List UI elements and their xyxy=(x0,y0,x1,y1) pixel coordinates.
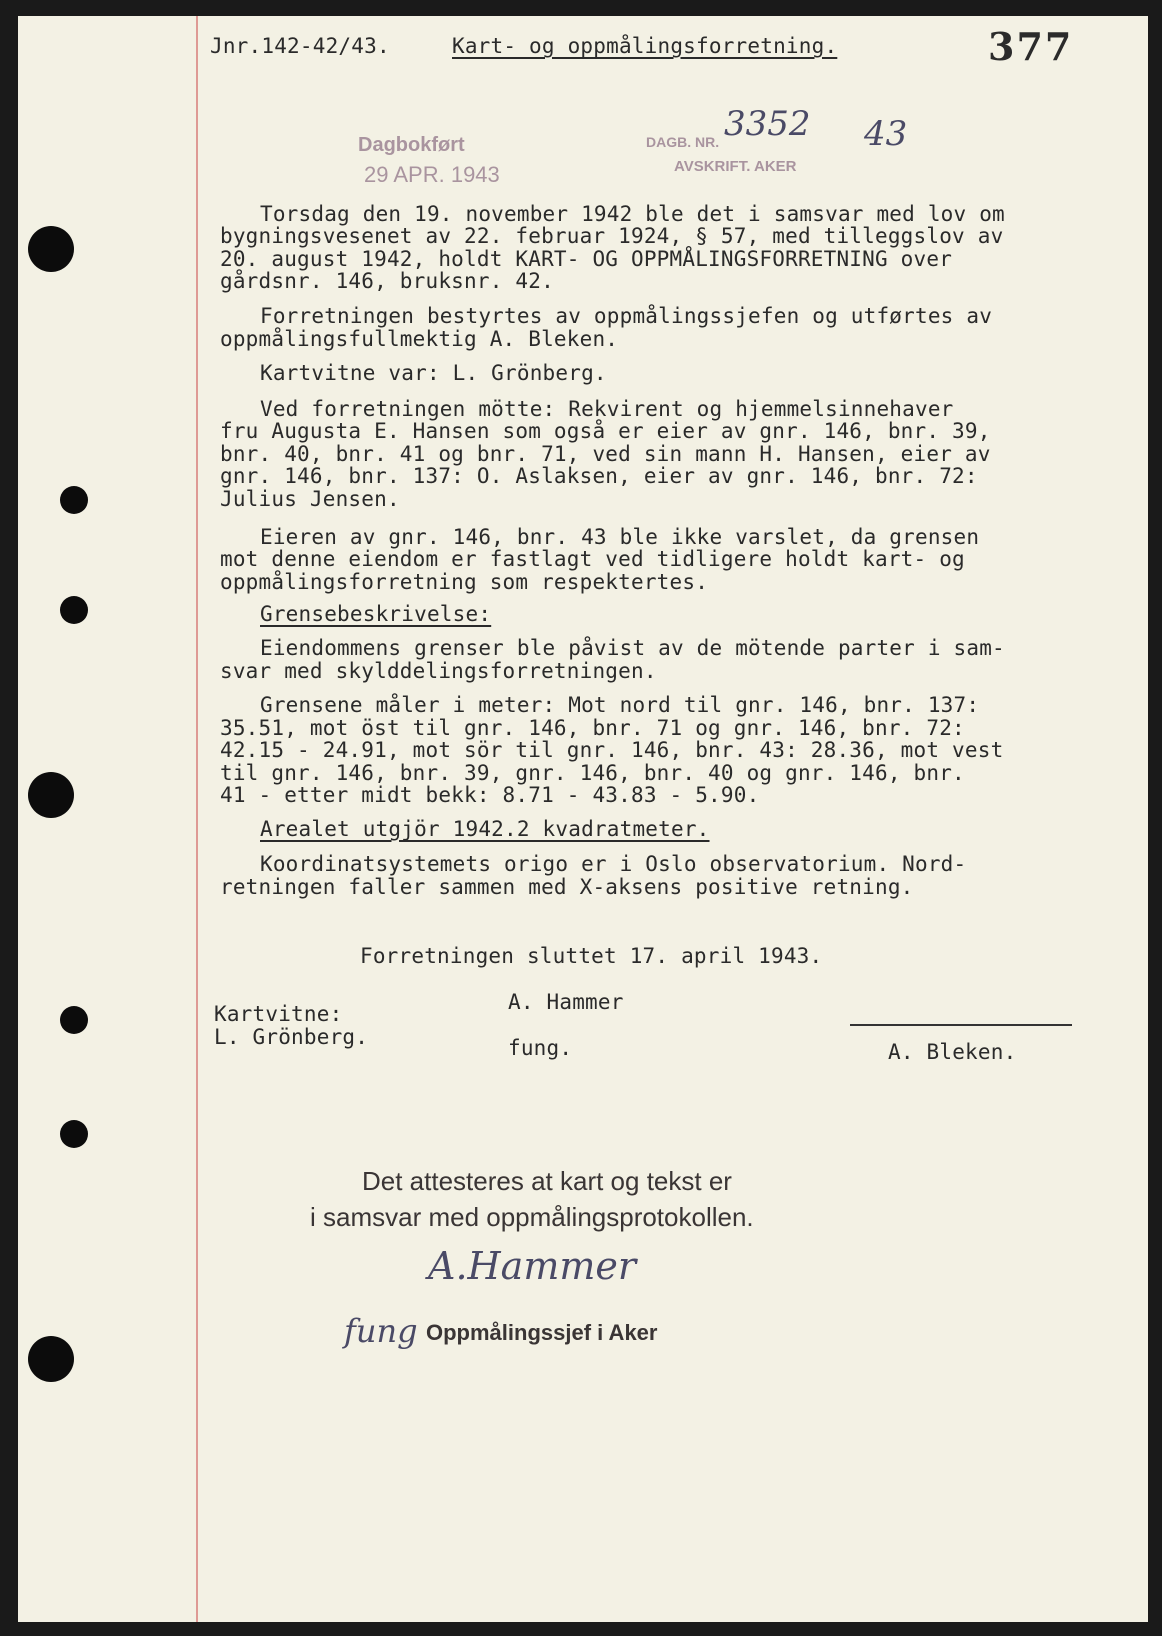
attestation-line-2: i samsvar med oppmålingsprotokollen. xyxy=(310,1202,754,1232)
body-line: svar med skylddelingsforretningen. xyxy=(220,659,657,683)
page-number: 377 xyxy=(988,24,1074,69)
dagb-number-hand: 3352 xyxy=(724,104,811,144)
body-line: Ved forretningen mötte: Rekvirent og hjemmelsinnehaver xyxy=(260,397,954,421)
body-line: 20. august 1942, holdt KART- OG OPPMÅLINGSFORRETNING over xyxy=(220,247,953,271)
body-line: 35.51, mot öst til gnr. 146, bnr. 71 og gnr. 146, bnr. 72: xyxy=(220,716,965,740)
attestation-role-hand: fung xyxy=(344,1312,418,1350)
binder-hole xyxy=(28,1336,74,1382)
body-line: Eiendommens grenser ble påvist av de mötende parter i sam- xyxy=(260,636,1005,660)
body-line: retningen faller sammen med X-aksens positive retning. xyxy=(220,875,914,899)
body-line: Forretningen bestyrtes av oppmålingssjefen og utførtes av xyxy=(260,304,993,328)
body-line: bnr. 40, bnr. 41 og bnr. 71, ved sin mann H. Hansen, eier av xyxy=(220,442,991,466)
binder-hole xyxy=(28,772,74,818)
body-line: Grensene måler i meter: Mot nord til gnr. 146, bnr. 137: xyxy=(260,693,980,717)
binder-hole xyxy=(60,486,88,514)
body-line: oppmålingsfullmektig A. Bleken. xyxy=(220,327,619,351)
dagbokfort-stamp: Dagbokført xyxy=(358,134,465,156)
body-line: 42.15 - 24.91, mot sör til gnr. 146, bnr. 43: 28.36, mot vest xyxy=(220,738,1004,762)
area-line: Arealet utgjör 1942.2 kvadratmeter. xyxy=(260,817,710,841)
body-line: gnr. 146, bnr. 137: O. Aslaksen, eier av gnr. 146, bnr. 72: xyxy=(220,464,978,488)
margin-line xyxy=(196,16,198,1622)
avskrift-stamp: AVSKRIFT. AKER xyxy=(674,158,797,175)
body-line: mot denne eiendom er fastlagt ved tidligere holdt kart- og xyxy=(220,547,965,571)
body-line: oppmålingsforretning som respektertes. xyxy=(220,570,709,594)
dagb-label-stamp: DAGB. NR. xyxy=(646,134,720,150)
binder-hole xyxy=(60,1006,88,1034)
signer-role: fung. xyxy=(508,1036,573,1060)
body-line: fru Augusta E. Hansen som også er eier av gnr. 146, bnr. 39, xyxy=(220,419,991,443)
body-line: Kartvitne var: L. Grönberg. xyxy=(260,361,607,385)
attestation-line-1: Det attesteres at kart og tekst er xyxy=(362,1166,732,1196)
body-line: bygningsvesenet av 22. februar 1924, § 57, med tilleggslov av xyxy=(220,224,1004,248)
body-line: Eieren av gnr. 146, bnr. 43 ble ikke varslet, da grensen xyxy=(260,525,980,549)
binder-hole xyxy=(60,596,88,624)
body-line: Julius Jensen. xyxy=(220,487,400,511)
binder-hole xyxy=(60,1120,88,1148)
signer-name: A. Hammer xyxy=(508,990,624,1014)
dagbokfort-date-stamp: 29 APR. 1943 xyxy=(364,162,500,187)
journal-number: Jnr.142-42/43. xyxy=(210,34,390,58)
body-line: gårdsnr. 146, bruksnr. 42. xyxy=(220,269,554,293)
office-title: Kart- og oppmålingsforretning. xyxy=(452,34,838,58)
witness-name: L. Grönberg. xyxy=(214,1025,369,1049)
body-line: 41 - etter midt bekk: 8.71 - 43.83 - 5.90. xyxy=(220,783,760,807)
body-line: til gnr. 146, bnr. 39, gnr. 146, bnr. 40 og gnr. 146, bnr. xyxy=(220,761,965,785)
body-line: Koordinatsystemets origo er i Oslo observatorium. Nord- xyxy=(260,852,967,876)
body-line: Torsdag den 19. november 1942 ble det i samsvar med lov om xyxy=(260,202,1005,226)
document-page xyxy=(18,16,1148,1622)
binder-hole xyxy=(28,226,74,272)
ended-line: Forretningen sluttet 17. april 1943. xyxy=(360,944,823,968)
signature-rule xyxy=(850,1024,1072,1026)
section-heading: Grensebeskrivelse: xyxy=(260,602,492,626)
dagb-year-hand: 43 xyxy=(864,114,908,154)
attestation-title: Oppmålingssjef i Aker xyxy=(426,1320,658,1345)
surveyor-name: A. Bleken. xyxy=(888,1040,1017,1064)
witness-label: Kartvitne: xyxy=(214,1002,343,1026)
attestation-signature: A.Hammer xyxy=(428,1244,637,1288)
